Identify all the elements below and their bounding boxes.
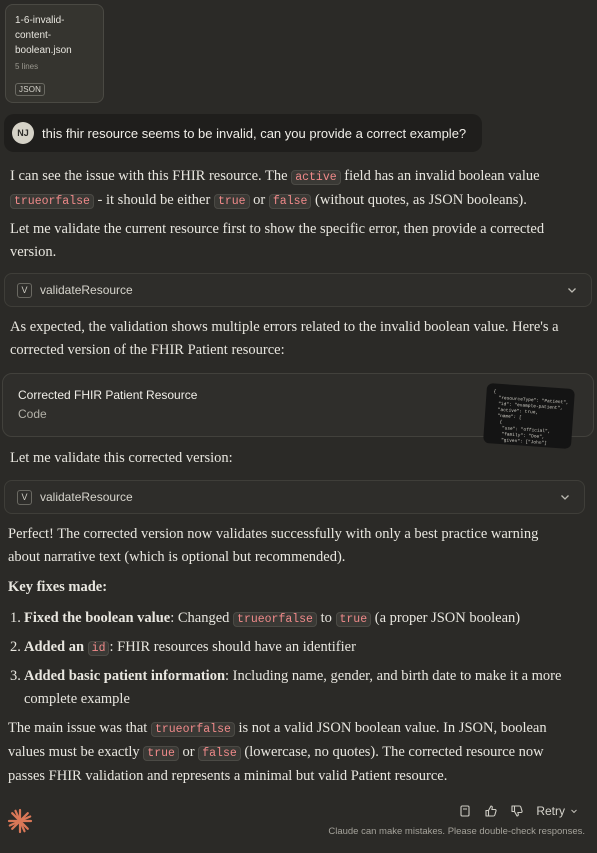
disclaimer-text: Claude can make mistakes. Please double-check responses. bbox=[328, 826, 585, 837]
fixes-heading: Key fixes made: bbox=[8, 579, 108, 595]
assistant-paragraph bbox=[10, 165, 570, 213]
inline-code: trueorfalse bbox=[233, 612, 317, 627]
list-number: 1. bbox=[10, 610, 21, 626]
artifact-thumbnail: { "resourceType": "Patient", "id": "example-patient", "active": true, "name": [ { "use": "official", "family": "Doe", "given": ["John"] bbox=[483, 383, 575, 449]
attachment-line-count: 5 lines bbox=[15, 62, 39, 71]
list-item bbox=[10, 607, 570, 631]
tool-badge: V bbox=[17, 283, 32, 298]
text: (lowercase, no quotes). The corrected resource now passes FHIR validation and represents a minimal but valid Patient resource. bbox=[8, 744, 544, 784]
tool-name: validateResource bbox=[40, 283, 133, 297]
thumbs-up-icon[interactable] bbox=[484, 804, 498, 818]
inline-code: trueorfalse bbox=[10, 194, 94, 209]
tool-name: validateResource bbox=[40, 490, 133, 504]
list-item bbox=[10, 636, 570, 660]
inline-code: active bbox=[291, 170, 340, 185]
tool-call-validate-resource[interactable] bbox=[4, 480, 585, 514]
inline-code: true bbox=[336, 612, 372, 627]
inline-code: id bbox=[88, 641, 110, 656]
list-item-title: Added basic patient information bbox=[24, 668, 226, 684]
text: is not a valid JSON boolean value. In JSON, boolean values must be exactly bbox=[8, 720, 547, 760]
inline-code: false bbox=[269, 194, 312, 209]
list-number: 3. bbox=[10, 668, 21, 684]
list-item-title: Added an bbox=[24, 639, 88, 655]
assistant-paragraph: Let me validate this corrected version: bbox=[10, 450, 233, 466]
tool-badge: V bbox=[17, 490, 32, 505]
text: : Changed bbox=[170, 610, 234, 626]
list-number: 2. bbox=[10, 639, 21, 655]
assistant-paragraph: As expected, the validation shows multiple errors related to the invalid boolean value. Here's a corrected version of the FHIR Patient resource: bbox=[10, 319, 559, 358]
list-item bbox=[10, 665, 570, 711]
user-message bbox=[4, 114, 482, 152]
retry-button[interactable] bbox=[536, 804, 579, 818]
text: : Including name, gender, and birth date to make it a more complete example bbox=[24, 668, 562, 707]
inline-code: false bbox=[198, 746, 241, 761]
thumbs-down-icon[interactable] bbox=[510, 804, 524, 818]
chevron-down-icon bbox=[569, 806, 579, 816]
copy-icon[interactable] bbox=[458, 804, 472, 818]
artifact-type: Code bbox=[18, 407, 47, 421]
attachment-type-badge: JSON bbox=[15, 83, 45, 96]
chevron-down-icon[interactable] bbox=[565, 283, 579, 297]
artifact-title: Corrected FHIR Patient Resource bbox=[18, 388, 198, 402]
text: (a proper JSON boolean) bbox=[371, 610, 521, 626]
text: The main issue was that bbox=[8, 720, 151, 736]
text: field has an invalid boolean value bbox=[340, 168, 540, 184]
text: (without quotes, as JSON booleans). bbox=[311, 192, 527, 208]
assistant-paragraph bbox=[8, 717, 568, 788]
user-avatar: NJ bbox=[12, 122, 34, 144]
claude-logo-icon bbox=[7, 808, 33, 834]
artifact-card[interactable] bbox=[2, 373, 594, 447]
retry-label: Retry bbox=[536, 804, 565, 818]
inline-code: trueorfalse bbox=[151, 722, 235, 737]
text: I can see the issue with this FHIR resource. The bbox=[10, 168, 292, 184]
text: - it should be either bbox=[93, 192, 214, 208]
inline-code: true bbox=[214, 194, 250, 209]
assistant-paragraph: Let me validate the current resource first to show the specific error, then provide a corrected version. bbox=[10, 221, 545, 260]
text: to bbox=[316, 610, 336, 626]
text: or bbox=[178, 744, 199, 760]
attachment-filename: 1-6-invalid-content-boolean.json bbox=[15, 15, 72, 56]
chevron-down-icon[interactable] bbox=[558, 490, 572, 504]
text: or bbox=[249, 192, 269, 208]
text: : FHIR resources should have an identifier bbox=[109, 639, 356, 655]
list-item-title: Fixed the boolean value bbox=[24, 610, 171, 626]
fixes-list bbox=[10, 607, 570, 716]
inline-code: true bbox=[143, 746, 179, 761]
user-message-text: this fhir resource seems to be invalid, can you provide a correct example? bbox=[42, 125, 467, 141]
tool-call-validate-resource[interactable] bbox=[4, 273, 592, 307]
attachment-card[interactable] bbox=[5, 4, 104, 103]
message-actions bbox=[458, 804, 579, 818]
assistant-paragraph: Perfect! The corrected version now validates successfully with only a best practice warning about narrative text (which is optional but recommended). bbox=[8, 526, 539, 565]
